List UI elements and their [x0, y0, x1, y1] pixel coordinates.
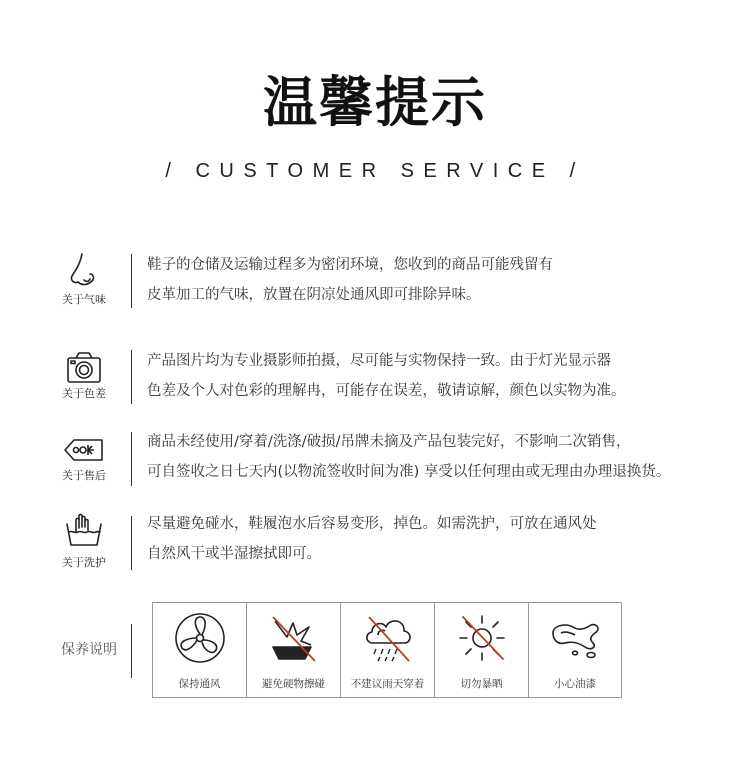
page-subtitle: / CUSTOMER SERVICE /: [165, 160, 585, 182]
page-title: 温馨提示: [263, 71, 487, 134]
notice-label: 关于气味: [62, 293, 106, 306]
notice-line: 商品未经使用/穿着/洗涤/破损/吊牌未摘及产品包装完好，不影响二次销售，: [147, 434, 631, 450]
price-tag-icon: [62, 432, 106, 468]
divider: [131, 350, 132, 404]
care-section-label: 保养说明: [61, 642, 117, 658]
notice-line: 尽量避免碰水，鞋履泡水后容易变形，掉色。如需洗护，可放在通风处: [147, 516, 597, 532]
care-item-paint: [528, 602, 622, 698]
notice-line: 可自签收之日七天内(以物流签收时间为准) 享受以任何理由或无理由办理退换货。: [147, 464, 671, 480]
divider: [131, 254, 132, 308]
care-caption: 小心油漆: [554, 678, 596, 690]
care-caption: 保持通风: [178, 678, 221, 690]
hand-wash-icon: [62, 512, 106, 548]
notice-smell: [0, 252, 750, 312]
care-caption: 避免硬物擦碰: [262, 678, 325, 690]
oil-stain-icon: [549, 611, 603, 665]
fan-icon: [173, 611, 227, 665]
nose-icon: [62, 252, 106, 288]
notice-line: 产品图片均为专业摄影师拍摄，尽可能与实物保持一致。由于灯光显示器: [147, 353, 611, 369]
care-item-no-bump: [246, 602, 340, 698]
no-sun-icon: [455, 611, 509, 665]
notice-line: 皮革加工的气味，放置在阴凉处通风即可排除异味。: [147, 287, 481, 303]
notice-line: 自然风干或半湿擦拭即可。: [147, 546, 321, 562]
care-caption: 不建议雨天穿着: [350, 678, 425, 690]
divider: [131, 432, 132, 486]
divider: [131, 516, 132, 570]
notice-label: 关于色差: [62, 387, 106, 400]
care-caption: 切勿暴晒: [460, 678, 503, 690]
divider: [131, 624, 132, 678]
notice-label: 关于售后: [62, 469, 106, 482]
care-item-no-sun: [434, 602, 528, 698]
notice-washing: [0, 512, 750, 572]
camera-icon: [62, 350, 106, 386]
notice-line: 鞋子的仓储及运输过程多为密闭环境，您收到的商品可能残留有: [147, 257, 553, 273]
care-item-ventilate: [152, 602, 246, 698]
no-rain-icon: [361, 611, 415, 665]
notice-line: 色差及个人对色彩的理解冉，可能存在误差，敬请谅解，颜色以实物为准。: [147, 383, 626, 399]
care-grid: [152, 602, 624, 698]
care-item-no-rain: [340, 602, 434, 698]
no-bump-icon: [267, 611, 321, 665]
notice-label: 关于洗护: [62, 556, 106, 569]
notice-color: [0, 350, 750, 410]
notice-after-sales: [0, 432, 750, 492]
